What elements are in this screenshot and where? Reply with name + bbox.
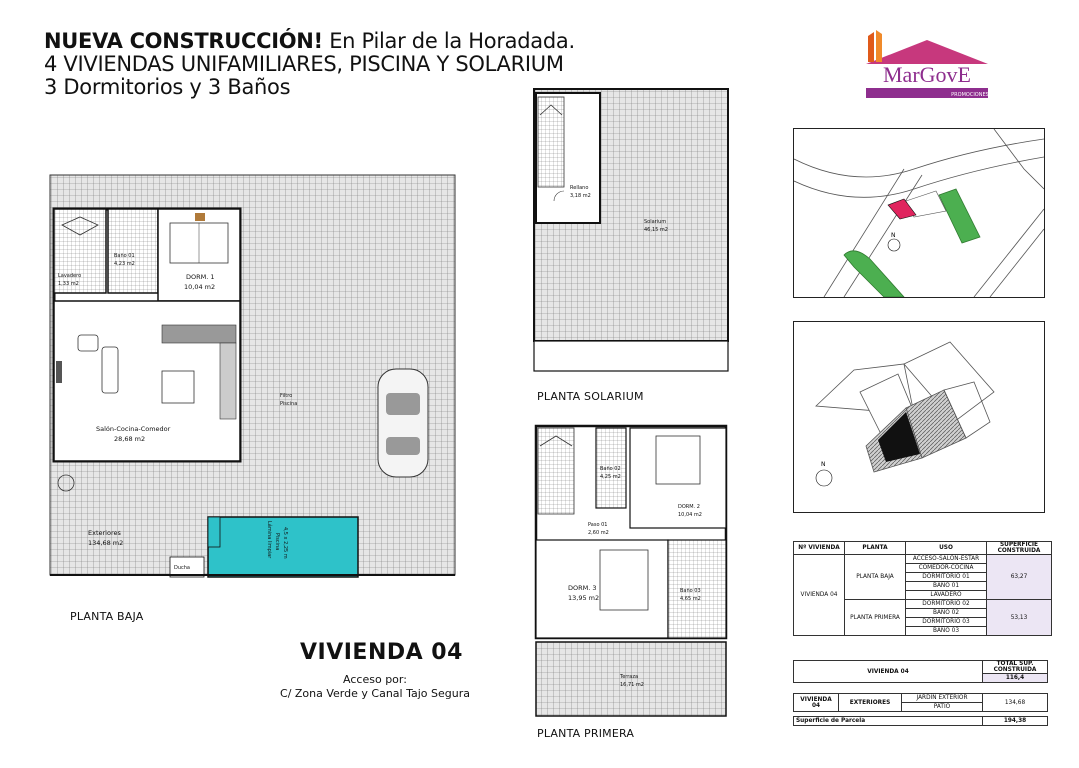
bano3-label: Baño 03 xyxy=(680,588,701,594)
salon-area: 28,68 m2 xyxy=(114,435,146,443)
rellano-label: Rellano xyxy=(570,185,589,191)
th-vivienda: Nº VIVIENDA xyxy=(794,542,845,555)
cell-sup-baja: 63,27 xyxy=(987,555,1052,600)
cell-uso-primera-3: DORMITORIO 03 xyxy=(906,618,987,627)
logo-subtext: PROMOCIONES xyxy=(951,92,989,98)
acceso-value: C/ Zona Verde y Canal Tajo Segura xyxy=(280,687,470,700)
dorm1-area: 10,04 m2 xyxy=(184,283,216,291)
planta-primera-label: PLANTA PRIMERA xyxy=(537,727,635,740)
paso-area: 2,60 m2 xyxy=(588,530,609,536)
green-zone xyxy=(939,189,980,243)
solarium-label: Solarium xyxy=(644,219,667,225)
planta-primera-plan xyxy=(530,420,730,720)
bano2-area: 4,25 m2 xyxy=(600,474,621,480)
paso-label: Paso 01 xyxy=(588,522,608,528)
terraza-area: 16,71 m2 xyxy=(620,682,644,688)
exteriores-table xyxy=(793,693,1048,712)
dorm3-area: 13,95 m2 xyxy=(568,594,600,602)
total-header: TOTAL SUP. CONSTRUIDA xyxy=(983,661,1048,674)
exteriores-label: Exteriores xyxy=(88,529,121,537)
plot-location xyxy=(888,199,916,219)
logo-roof xyxy=(866,40,988,64)
bano1-area: 4,23 m2 xyxy=(114,261,135,267)
primera-stairs xyxy=(538,428,574,514)
vivienda-title: VIVIENDA 04 xyxy=(300,640,463,665)
nightstand-icon xyxy=(195,213,205,221)
kitchen-counter xyxy=(162,325,236,343)
site-plan xyxy=(793,321,1045,513)
rellano-area: 3,18 m2 xyxy=(570,193,591,199)
bano1-label: Baño 01 xyxy=(114,253,135,259)
th-superficie: SUPERFICIE CONSTRUIDA xyxy=(987,542,1052,555)
ext-jardin: JARDÍN EXTERIOR xyxy=(902,694,983,703)
solarium-balcony xyxy=(534,341,728,371)
north-label-1: N xyxy=(891,232,896,239)
solarium-stairs xyxy=(538,97,564,187)
total-table xyxy=(793,660,1048,683)
pool-label: Lámina limpiar xyxy=(266,521,272,559)
header-line-2: 4 VIVIENDAS UNIFAMILIARES, PISCINA Y SOLARIUM xyxy=(44,52,564,76)
header xyxy=(44,30,575,99)
north-arrow-2 xyxy=(816,470,832,486)
cell-uso-baja-2: COMEDOR-COCINA xyxy=(906,564,987,573)
bano3-area: 4,65 m2 xyxy=(680,596,701,602)
ext-patio: PATIO xyxy=(902,703,983,712)
th-planta: PLANTA xyxy=(845,542,906,555)
ext-label: EXTERIORES xyxy=(839,694,902,712)
salon-label: Salón-Cocina-Comedor xyxy=(96,425,171,433)
bano2-label: Baño 02 xyxy=(600,466,621,472)
dorm3-label: DORM. 3 xyxy=(568,584,597,592)
cell-planta-primera: PLANTA PRIMERA xyxy=(845,600,906,636)
filtro-label: Filtro xyxy=(280,393,293,399)
cell-uso-baja-1: ACCESO-SALÓN-ESTAR xyxy=(906,555,987,564)
cell-uso-primera-2: BAÑO 02 xyxy=(906,609,987,618)
th-uso: USO xyxy=(906,542,987,555)
dorm1-label: DORM. 1 xyxy=(186,273,215,281)
cell-vivienda: VIVIENDA 04 xyxy=(794,555,845,636)
header-bold: NUEVA CONSTRUCCIÓN! xyxy=(44,29,323,53)
solarium-area: 46,15 m2 xyxy=(644,227,668,233)
site-plan-svg xyxy=(794,322,1044,512)
location-map-svg xyxy=(794,129,1044,297)
bano1-room xyxy=(108,209,158,293)
planta-baja-plan xyxy=(40,165,465,585)
logo-chimney xyxy=(868,32,874,62)
logo-chimney-2 xyxy=(876,30,882,62)
acceso-block xyxy=(270,673,480,701)
pool-sub: Piscina xyxy=(274,533,280,551)
car-icon xyxy=(378,369,428,477)
north-arrow-1 xyxy=(888,239,900,251)
planta-baja-label: PLANTA BAJA xyxy=(70,610,144,623)
dorm2-area: 10,04 m2 xyxy=(678,512,702,518)
cell-uso-primera-1: DORMITORIO 02 xyxy=(906,600,987,609)
north-label-2: N xyxy=(821,461,826,468)
header-location: En Pilar de la Horadada. xyxy=(322,29,575,53)
parcela-label: Superficie de Parcela xyxy=(794,717,983,726)
filtro-sub: Piscina xyxy=(280,401,298,407)
planta-solarium-label: PLANTA SOLARIUM xyxy=(537,390,644,403)
cell-uso-primera-4: BAÑO 03 xyxy=(906,627,987,636)
tv-icon xyxy=(56,361,62,383)
cell-sup-primera: 53,13 xyxy=(987,600,1052,636)
terraza-label: Terraza xyxy=(620,674,639,680)
parcela-value: 194,38 xyxy=(983,717,1048,726)
surface-table xyxy=(793,541,1052,636)
ducha-label: Ducha xyxy=(174,565,191,571)
header-line-1 xyxy=(44,30,575,53)
lavadero-label: Lavadero xyxy=(58,273,82,279)
logo-text: MarGovE xyxy=(883,62,971,87)
green-zone-2 xyxy=(844,251,904,297)
total-vivienda: VIVIENDA 04 xyxy=(794,661,983,683)
planta-solarium-plan xyxy=(530,85,730,375)
cell-planta-baja: PLANTA BAJA xyxy=(845,555,906,600)
margove-logo xyxy=(858,28,996,102)
pool-dim: 4,5 x 2,25 m xyxy=(282,527,288,559)
acceso-label: Acceso por: xyxy=(343,673,407,686)
exteriores-area: 134,68 m2 xyxy=(88,539,124,547)
ext-value: 134,68 xyxy=(983,694,1048,712)
location-map xyxy=(793,128,1045,298)
ext-vivienda: VIVIENDA 04 xyxy=(794,694,839,712)
lavadero-area: 1,33 m2 xyxy=(58,281,79,287)
parcela-table xyxy=(793,716,1048,726)
dorm2-label: DORM. 2 xyxy=(678,504,700,510)
cell-uso-baja-5: LAVADERO xyxy=(906,591,987,600)
total-value: 116,4 xyxy=(983,674,1048,683)
cell-uso-baja-4: BAÑO 01 xyxy=(906,582,987,591)
cell-uso-baja-3: DORMITORIO 01 xyxy=(906,573,987,582)
kitchen-side xyxy=(220,343,236,419)
header-line-3: 3 Dormitorios y 3 Baños xyxy=(44,75,291,99)
